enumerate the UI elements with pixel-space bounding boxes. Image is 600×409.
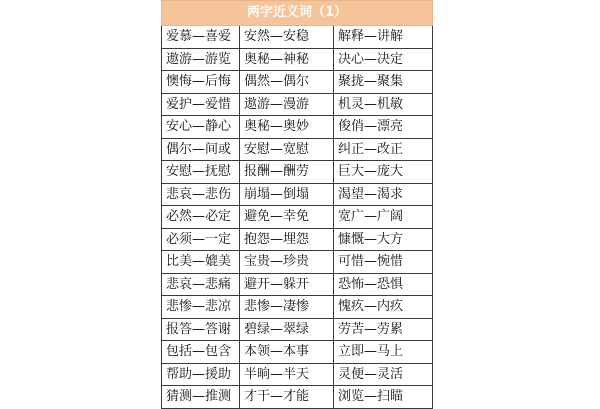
table-row <box>162 296 433 319</box>
synonym-pair-cell: 报酬—酬劳 <box>240 161 334 184</box>
synonym-pair-cell: 偶然—偶尔 <box>240 71 334 94</box>
table-row <box>162 138 433 161</box>
synonym-pair-cell: 比美—媲美 <box>162 251 240 274</box>
synonym-pair-cell: 灵便—灵活 <box>334 363 433 386</box>
table-row <box>162 161 433 184</box>
table-title-row <box>162 1 433 26</box>
table-row <box>162 206 433 229</box>
synonym-pair-cell: 立即—马上 <box>334 341 433 364</box>
synonym-pair-cell: 机灵—机敏 <box>334 93 433 116</box>
synonym-pair-cell: 必然—必定 <box>162 206 240 229</box>
synonym-pair-cell: 懊悔—后悔 <box>162 71 240 94</box>
synonym-pair-cell: 崩塌—倒塌 <box>240 183 334 206</box>
synonym-pair-cell: 本领—本事 <box>240 341 334 364</box>
synonym-pair-cell: 渴望—渴求 <box>334 183 433 206</box>
synonym-pair-cell: 悲哀—悲伤 <box>162 183 240 206</box>
synonym-pair-cell: 可惜—惋惜 <box>334 251 433 274</box>
synonym-pair-cell: 避开—躲开 <box>240 273 334 296</box>
synonym-pair-cell: 浏览—扫瞄 <box>334 386 433 409</box>
table-row <box>162 71 433 94</box>
table-row <box>162 386 433 409</box>
table-row <box>162 228 433 251</box>
synonym-pair-cell: 报答—答谢 <box>162 318 240 341</box>
synonym-pair-cell: 碧绿—翠绿 <box>240 318 334 341</box>
synonym-pair-cell: 悲哀—悲痛 <box>162 273 240 296</box>
synonym-pair-cell: 奥秘—奥妙 <box>240 116 334 139</box>
synonym-pair-cell: 解释—讲解 <box>334 26 433 49</box>
table-row <box>162 341 433 364</box>
synonym-pair-cell: 遨游—游览 <box>162 48 240 71</box>
synonym-pair-cell: 才干—才能 <box>240 386 334 409</box>
synonym-pair-cell: 猜测—推测 <box>162 386 240 409</box>
synonym-pair-cell: 遨游—漫游 <box>240 93 334 116</box>
table-row <box>162 116 433 139</box>
synonym-pair-cell: 安然—安稳 <box>240 26 334 49</box>
synonym-pair-cell: 悲惨—悲凉 <box>162 296 240 319</box>
synonym-table <box>161 0 433 409</box>
synonym-pair-cell: 劳苦—劳累 <box>334 318 433 341</box>
synonym-pair-cell: 悲惨—凄惨 <box>240 296 334 319</box>
synonym-pair-cell: 聚拢—聚集 <box>334 71 433 94</box>
table-row <box>162 26 433 49</box>
synonym-pair-cell: 安心—静心 <box>162 116 240 139</box>
synonym-pair-cell: 愧疚—内疚 <box>334 296 433 319</box>
table-row <box>162 48 433 71</box>
synonym-pair-cell: 避免—幸免 <box>240 206 334 229</box>
synonym-pair-cell: 抱怨—埋怨 <box>240 228 334 251</box>
table-row <box>162 183 433 206</box>
table-row <box>162 318 433 341</box>
synonym-pair-cell: 纠正—改正 <box>334 138 433 161</box>
table-row <box>162 363 433 386</box>
table-row <box>162 273 433 296</box>
vocabulary-sheet <box>161 0 432 409</box>
synonym-pair-cell: 奥秘—神秘 <box>240 48 334 71</box>
synonym-pair-cell: 俊俏—漂亮 <box>334 116 433 139</box>
synonym-pair-cell: 慷慨—大方 <box>334 228 433 251</box>
synonym-pair-cell: 安慰—抚慰 <box>162 161 240 184</box>
synonym-pair-cell: 帮助—援助 <box>162 363 240 386</box>
table-title: 两字近义词（1） <box>162 1 433 26</box>
synonym-pair-cell: 爱慕—喜爱 <box>162 26 240 49</box>
synonym-pair-cell: 安慰—宽慰 <box>240 138 334 161</box>
synonym-pair-cell: 偶尔—间或 <box>162 138 240 161</box>
synonym-pair-cell: 恐怖—恐惧 <box>334 273 433 296</box>
synonym-pair-cell: 爱护—爱惜 <box>162 93 240 116</box>
synonym-pair-cell: 决心—决定 <box>334 48 433 71</box>
synonym-pair-cell: 包括—包含 <box>162 341 240 364</box>
table-row <box>162 251 433 274</box>
synonym-pair-cell: 宝贵—珍贵 <box>240 251 334 274</box>
table-row <box>162 93 433 116</box>
synonym-pair-cell: 宽广—广阔 <box>334 206 433 229</box>
synonym-pair-cell: 巨大—庞大 <box>334 161 433 184</box>
synonym-pair-cell: 半晌—半天 <box>240 363 334 386</box>
synonym-pair-cell: 必须—一定 <box>162 228 240 251</box>
